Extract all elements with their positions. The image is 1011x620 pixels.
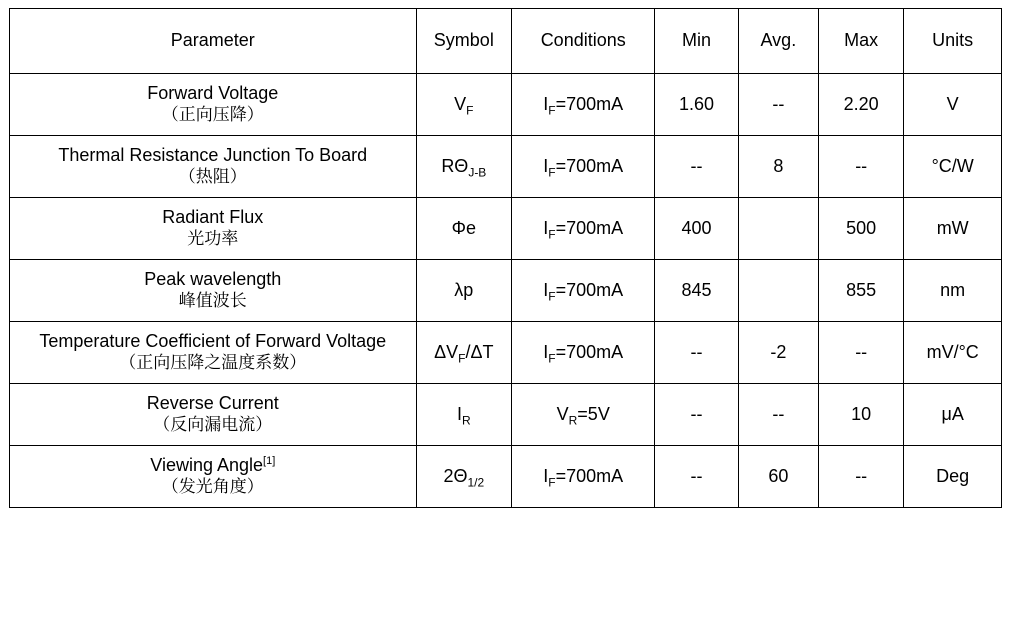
symbol-subscript: F — [458, 351, 466, 366]
conditions-rest: =700mA — [555, 217, 624, 238]
table-row — [10, 74, 1002, 136]
symbol-subscript: R — [461, 413, 471, 428]
cell-symbol — [416, 74, 512, 136]
cell-avg — [738, 198, 818, 260]
cell-parameter — [10, 136, 417, 198]
parameter-english: Radiant Flux — [162, 207, 264, 228]
table-row — [10, 446, 1002, 508]
conditions-rest: =700mA — [555, 279, 624, 300]
parameter-chinese: （正向压降） — [161, 105, 264, 126]
conditions-subscript: F — [548, 351, 556, 366]
cell-avg: 8 — [738, 136, 818, 198]
cell-parameter — [10, 322, 417, 384]
column-header-symbol: Symbol — [416, 9, 512, 74]
cell-units: V — [904, 74, 1002, 136]
cell-parameter — [10, 198, 417, 260]
symbol-subscript: 1/2 — [467, 475, 485, 490]
column-header-conditions: Conditions — [512, 9, 655, 74]
cell-conditions — [512, 384, 655, 446]
cell-conditions — [512, 198, 655, 260]
conditions-main: I — [543, 341, 549, 362]
parameter-chinese: （发光角度） — [161, 477, 264, 498]
symbol-main: λp — [454, 279, 474, 300]
symbol-main: I — [456, 403, 462, 424]
conditions-main: V — [556, 403, 569, 424]
cell-min: 845 — [655, 260, 738, 322]
table-header-row — [10, 9, 1002, 74]
parameter-english: Peak wavelength — [144, 269, 282, 290]
cell-symbol — [416, 384, 512, 446]
column-header-parameter: Parameter — [10, 9, 417, 74]
parameter-chinese: 峰值波长 — [178, 291, 247, 312]
cell-avg: 60 — [738, 446, 818, 508]
conditions-rest: =5V — [577, 403, 610, 424]
cell-units: Deg — [904, 446, 1002, 508]
table-row — [10, 260, 1002, 322]
conditions-main: I — [543, 279, 549, 300]
column-header-max: Max — [819, 9, 904, 74]
cell-avg: -- — [738, 74, 818, 136]
cell-max: 10 — [819, 384, 904, 446]
cell-min: -- — [655, 384, 738, 446]
table-row — [10, 198, 1002, 260]
conditions-main: I — [543, 155, 549, 176]
specifications-table — [9, 8, 1002, 508]
cell-max: 855 — [819, 260, 904, 322]
cell-max: 2.20 — [819, 74, 904, 136]
cell-max: -- — [819, 322, 904, 384]
cell-symbol — [416, 260, 512, 322]
cell-avg: -2 — [738, 322, 818, 384]
conditions-subscript: F — [548, 289, 556, 304]
cell-units: mV/°C — [904, 322, 1002, 384]
column-header-min: Min — [655, 9, 738, 74]
cell-min: -- — [655, 136, 738, 198]
cell-symbol — [416, 322, 512, 384]
cell-units: mW — [904, 198, 1002, 260]
parameter-english: Forward Voltage — [147, 83, 279, 104]
symbol-main: ΔV — [434, 341, 459, 362]
conditions-subscript: F — [548, 475, 556, 490]
table-header — [10, 9, 1002, 74]
conditions-subscript: F — [548, 227, 556, 242]
cell-conditions — [512, 322, 655, 384]
cell-conditions — [512, 74, 655, 136]
parameter-english: Thermal Resistance Junction To Board — [58, 144, 368, 165]
parameter-english: Reverse Current — [146, 393, 279, 414]
cell-conditions — [512, 260, 655, 322]
conditions-subscript: F — [548, 165, 556, 180]
conditions-rest: =700mA — [555, 93, 624, 114]
column-header-units: Units — [904, 9, 1002, 74]
symbol-main: RΘ — [441, 155, 469, 176]
table-row — [10, 322, 1002, 384]
table-row — [10, 136, 1002, 198]
cell-symbol — [416, 136, 512, 198]
cell-max: -- — [819, 136, 904, 198]
table-row — [10, 384, 1002, 446]
symbol-rest: /ΔT — [465, 341, 494, 362]
conditions-subscript: R — [568, 413, 578, 428]
cell-units: nm — [904, 260, 1002, 322]
parameter-english: Viewing Angle — [150, 455, 264, 476]
symbol-main: Φe — [451, 217, 476, 238]
conditions-main: I — [543, 465, 549, 486]
cell-min: -- — [655, 446, 738, 508]
parameter-chinese: 光功率 — [187, 229, 239, 250]
cell-parameter — [10, 384, 417, 446]
table-body — [10, 74, 1002, 508]
footnote-marker: [1] — [263, 455, 276, 468]
cell-symbol — [416, 446, 512, 508]
cell-units: μA — [904, 384, 1002, 446]
cell-conditions — [512, 136, 655, 198]
conditions-rest: =700mA — [555, 341, 624, 362]
cell-avg — [738, 260, 818, 322]
cell-symbol — [416, 198, 512, 260]
symbol-subscript: F — [466, 103, 474, 118]
parameter-english-line — [13, 454, 413, 477]
column-header-avg: Avg. — [738, 9, 818, 74]
cell-parameter — [10, 446, 417, 508]
parameter-english: Temperature Coefficient of Forward Voltage — [39, 330, 387, 351]
conditions-main: I — [543, 93, 549, 114]
cell-min: -- — [655, 322, 738, 384]
cell-units: °C/W — [904, 136, 1002, 198]
cell-min: 1.60 — [655, 74, 738, 136]
cell-min: 400 — [655, 198, 738, 260]
cell-max: -- — [819, 446, 904, 508]
cell-avg: -- — [738, 384, 818, 446]
cell-parameter — [10, 260, 417, 322]
cell-conditions — [512, 446, 655, 508]
conditions-rest: =700mA — [555, 155, 624, 176]
symbol-subscript: J-B — [468, 165, 487, 180]
symbol-main: 2Θ — [443, 465, 468, 486]
cell-max: 500 — [819, 198, 904, 260]
conditions-rest: =700mA — [555, 465, 624, 486]
parameter-chinese: （反向漏电流） — [153, 415, 273, 436]
cell-parameter — [10, 74, 417, 136]
symbol-main: V — [454, 93, 467, 114]
parameter-chinese: （正向压降之温度系数） — [119, 353, 307, 374]
parameter-chinese: （热阻） — [178, 167, 247, 188]
conditions-main: I — [543, 217, 549, 238]
conditions-subscript: F — [548, 103, 556, 118]
